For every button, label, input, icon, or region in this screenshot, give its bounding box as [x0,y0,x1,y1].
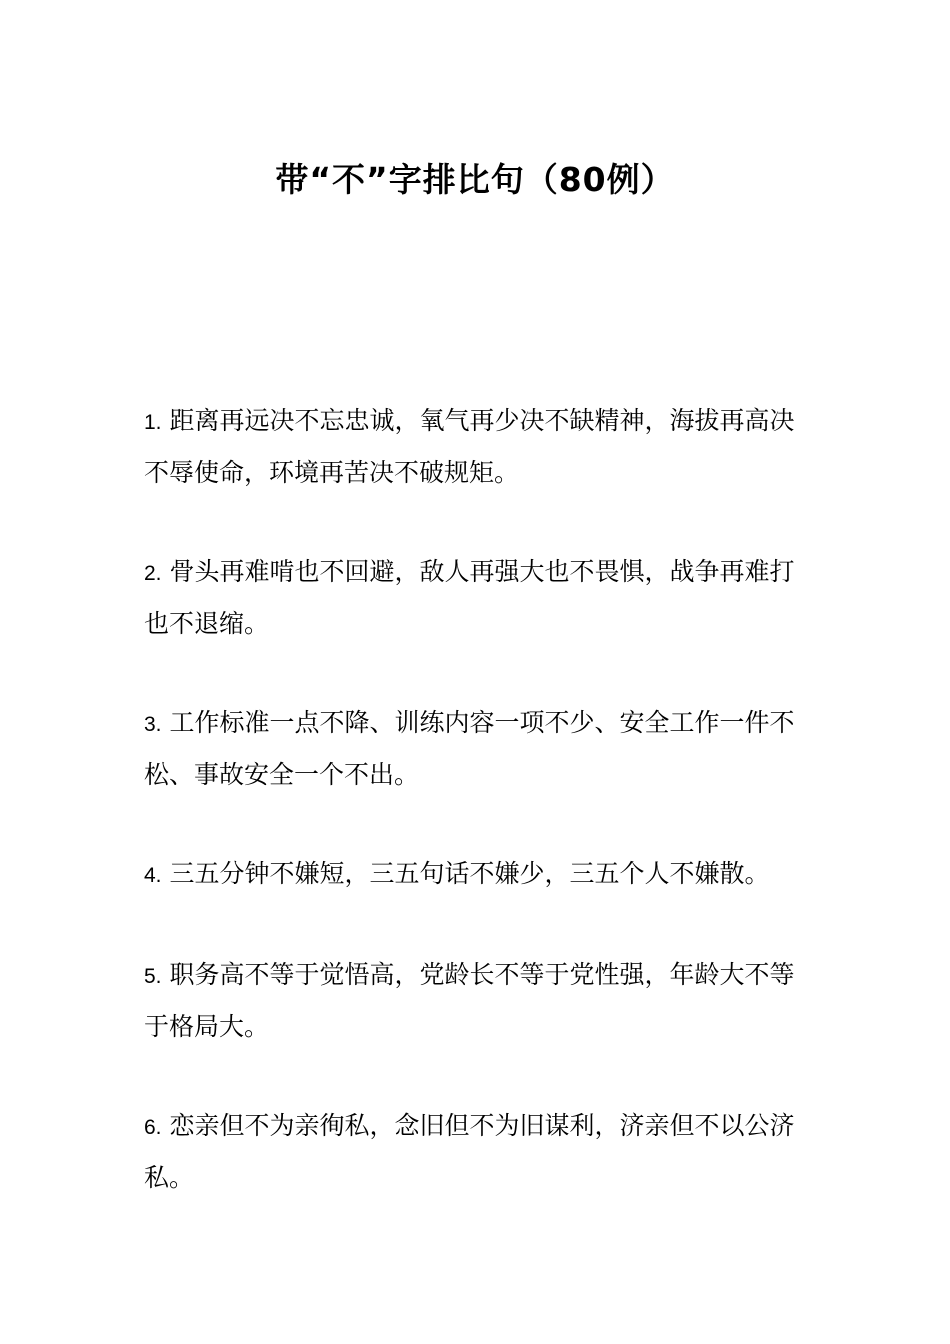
item-text: 恋亲但不为亲徇私，念旧但不为旧谋利，济亲但不以公济私。 [144,1111,795,1192]
sentence-list [144,396,812,1252]
list-item [144,849,812,901]
item-number: 5. [144,965,162,988]
document-title: 带“不”字排比句（80例） [275,160,675,199]
list-item [144,950,812,1052]
item-text: 职务高不等于觉悟高，党龄长不等于党性强，年龄大不等于格局大。 [144,960,795,1041]
item-number: 2. [144,562,162,585]
item-text: 三五分钟不嫌短，三五句话不嫌少，三五个人不嫌散。 [169,859,770,888]
item-number: 3. [144,713,162,736]
item-text: 骨头再难啃也不回避，敌人再强大也不畏惧，战争再难打也不退缩。 [144,557,795,638]
item-number: 6. [144,1116,162,1139]
item-number: 1. [144,411,162,434]
list-item [144,547,812,649]
item-text: 距离再远决不忘忠诚，氧气再少决不缺精神，海拔再高决不辱使命，环境再苦决不破规矩。 [144,406,795,487]
item-text: 工作标准一点不降、训练内容一项不少、安全工作一件不松、事故安全一个不出。 [144,708,795,789]
list-item [144,396,812,498]
item-number: 4. [144,864,162,887]
list-item [144,1101,812,1203]
list-item [144,698,812,800]
